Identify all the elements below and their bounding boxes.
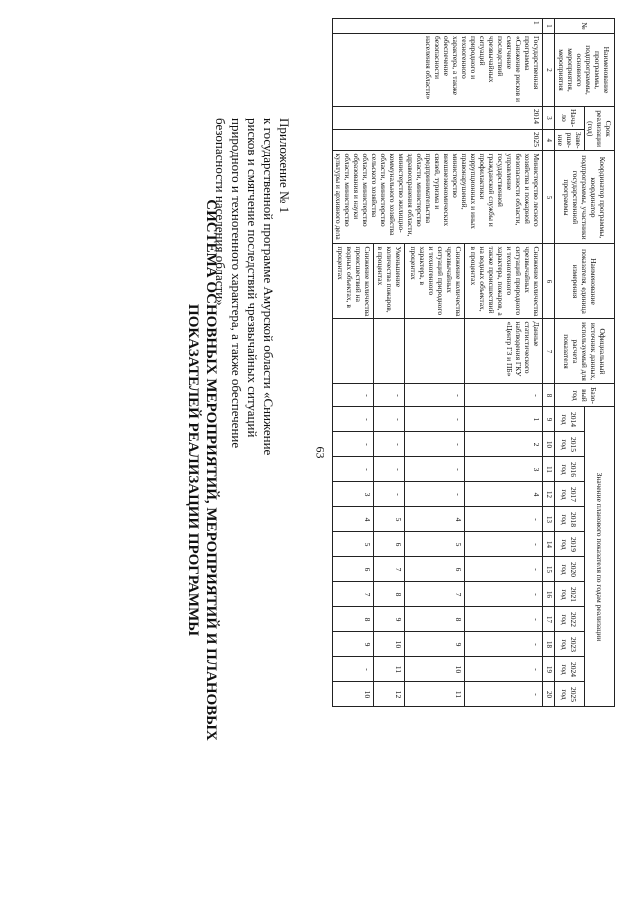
indicator-value: - — [464, 607, 542, 632]
indicator-value: 10 — [405, 657, 465, 682]
indicator-value: 3 — [464, 457, 542, 482]
header-year: 2014 год — [555, 407, 585, 432]
program-name: Государственная программа «Снижение рисков и смягчение последствий чрезвычайных ситуаций природного и техногенного характера, а также обеспечение безопасности населения области» — [333, 34, 543, 107]
header-year: 2023 год — [555, 632, 585, 657]
indicator-value: - — [464, 532, 542, 557]
appendix-note — [212, 118, 292, 468]
header-base-year: Базо-вый год — [555, 384, 615, 407]
appendix-number: Приложение № 1 — [277, 118, 292, 214]
indicator-value: 9 — [405, 632, 465, 657]
indicator-value: 4 — [405, 507, 465, 532]
header-no: № — [555, 19, 615, 34]
indicator-value: 11 — [405, 682, 465, 707]
document-title: СИСТЕМА ОСНОВНЫХ МЕРОПРИЯТИЙ, МЕРОПРИЯТИЙ И ПЛАНОВЫХ ПОКАЗАТЕЛЕЙ РЕАЛИЗАЦИИ ПРОГРАММЫ — [185, 199, 219, 741]
indicator-value: - — [333, 407, 374, 432]
indicator-value: - — [373, 482, 404, 507]
indicator-value: - — [333, 657, 374, 682]
indicator-value: - — [405, 457, 465, 482]
indicator-value: 6 — [333, 557, 374, 582]
header-year: 2020 год — [555, 557, 585, 582]
indicator-source: Данные статистического наблюдения ГКУ «Центр ГЗ и ПБ» — [464, 319, 542, 384]
indicator-value: 8 — [405, 607, 465, 632]
column-number: 4 — [543, 130, 555, 151]
column-number: 20 — [543, 682, 555, 707]
indicator-value: 5 — [333, 532, 374, 557]
column-number: 2 — [543, 34, 555, 107]
column-number: 1 — [543, 19, 555, 34]
base-year-value: - — [333, 384, 374, 407]
column-number: 19 — [543, 657, 555, 682]
column-number: 6 — [543, 244, 555, 319]
indicator-value: 5 — [405, 532, 465, 557]
indicator-value: 10 — [373, 632, 404, 657]
indicator-value: 4 — [333, 507, 374, 532]
indicator-name: Снижение количества чрезвычайных ситуаций природного и техногенного характера, пожаров, а также происшествий на водных объектах, в процентах — [464, 244, 542, 319]
column-number: 5 — [543, 151, 555, 244]
end-year: 2025 — [333, 130, 543, 151]
indicator-value: - — [405, 482, 465, 507]
indicator-value: 5 — [373, 507, 404, 532]
column-number: 10 — [543, 432, 555, 457]
column-number: 7 — [543, 319, 555, 384]
column-number: 18 — [543, 632, 555, 657]
indicator-value: 8 — [333, 607, 374, 632]
table-body — [333, 19, 543, 707]
base-year-value: - — [405, 384, 465, 407]
column-number: 16 — [543, 582, 555, 607]
indicator-source — [373, 319, 404, 384]
appendix-text: к государственной программе Амурской области «Снижение рисков и смягчение последствий чрезвычайных ситуаций природного и техногенного характера, а также обеспечение безопасности населения области» — [213, 118, 276, 456]
program-table — [332, 18, 615, 707]
indicator-value: 9 — [333, 632, 374, 657]
header-coordinator: Координатор программы, координатор подпрограммы, участники государственной программы — [555, 151, 615, 244]
indicator-value: - — [464, 507, 542, 532]
header-year: 2018 год — [555, 507, 585, 532]
coordinator-cell: Министерство лесного хозяйства и пожарной безопасности области, управление государственной гражданской службы и профилактики коррупционных и иных правонарушений, министерство внешнеэкономических связей, туризма и предпринимательства области, министерство здравоохранения области, министерство жилищно-коммунального хозяйства области, министерство сельского хозяйства области, министерство образования и науки области, министерство культуры и архивного дела — [333, 151, 543, 244]
column-number: 13 — [543, 507, 555, 532]
indicator-value: 8 — [373, 582, 404, 607]
indicator-value: 6 — [373, 532, 404, 557]
base-year-value: - — [464, 384, 542, 407]
indicator-value: - — [333, 432, 374, 457]
indicator-name: Снижение количества происшествий на водных объектах, в процентах — [333, 244, 374, 319]
header-year: 2016 год — [555, 457, 585, 482]
indicator-value: - — [373, 407, 404, 432]
header-source: Официальный источник данных, используемый для расчета показателя — [555, 319, 615, 384]
header-year: 2022 год — [555, 607, 585, 632]
header-term: Срок реализации (год) — [585, 107, 615, 151]
indicator-value: 7 — [333, 582, 374, 607]
indicator-value: - — [464, 682, 542, 707]
indicator-value: 11 — [373, 657, 404, 682]
column-number: 14 — [543, 532, 555, 557]
indicator-value: 3 — [333, 482, 374, 507]
column-number-row — [543, 19, 555, 707]
header-year: 2025 год — [555, 682, 585, 707]
start-year: 2014 — [333, 107, 543, 130]
indicator-value: 4 — [464, 482, 542, 507]
indicator-value: 7 — [373, 557, 404, 582]
indicator-value: - — [405, 432, 465, 457]
base-year-value: - — [373, 384, 404, 407]
indicator-value: - — [405, 407, 465, 432]
indicator-value: - — [373, 432, 404, 457]
indicator-value: 6 — [405, 557, 465, 582]
table-row — [464, 19, 542, 707]
indicator-value: 1 — [464, 407, 542, 432]
header-values: Значение планового показателя по годам реализации — [585, 407, 615, 707]
header-end: Заве-рше-ние — [555, 130, 585, 151]
indicator-value: 10 — [333, 682, 374, 707]
header-year: 2021 год — [555, 582, 585, 607]
header-year: 2015 год — [555, 432, 585, 457]
indicator-name: Снижение количества чрезвычайных ситуаций природного и техногенного характера, в процентах — [405, 244, 465, 319]
indicator-value: - — [333, 457, 374, 482]
column-number: 9 — [543, 407, 555, 432]
page-number: 63 — [313, 446, 328, 459]
indicator-value: - — [464, 632, 542, 657]
indicator-value: 9 — [373, 607, 404, 632]
indicator-value: - — [464, 657, 542, 682]
header-start: Нача-ло — [555, 107, 585, 130]
header-year: 2017 год — [555, 482, 585, 507]
row-number: 1 — [333, 19, 543, 34]
indicator-value: 12 — [373, 682, 404, 707]
indicator-source — [405, 319, 465, 384]
header-year: 2024 год — [555, 657, 585, 682]
column-number: 11 — [543, 457, 555, 482]
column-number: 15 — [543, 557, 555, 582]
column-number: 12 — [543, 482, 555, 507]
indicator-name: Уменьшение количества пожаров, в процентах — [373, 244, 404, 319]
indicator-source — [333, 319, 374, 384]
indicator-value: - — [464, 557, 542, 582]
header-indicator: Наименование показателя, единица измерения — [555, 244, 615, 319]
indicator-value: - — [373, 457, 404, 482]
column-number: 8 — [543, 384, 555, 407]
header-year: 2019 год — [555, 532, 585, 557]
indicator-value: 7 — [405, 582, 465, 607]
indicator-value: - — [464, 582, 542, 607]
column-number: 3 — [543, 107, 555, 130]
indicator-value: 2 — [464, 432, 542, 457]
header-name: Наименование программы, подпрограммы, основного мероприятия, мероприятия — [555, 34, 615, 107]
column-number: 17 — [543, 607, 555, 632]
